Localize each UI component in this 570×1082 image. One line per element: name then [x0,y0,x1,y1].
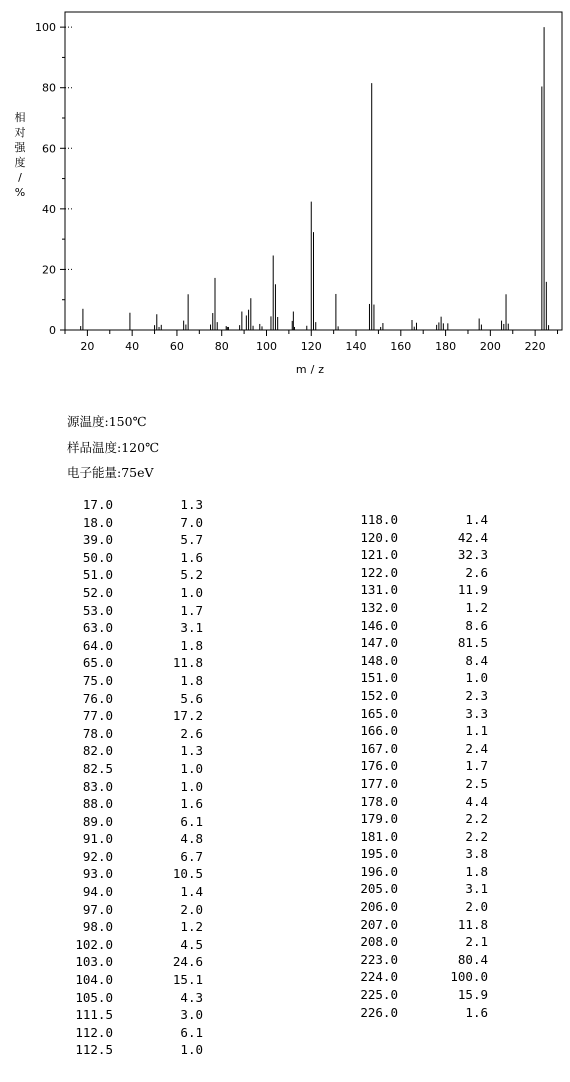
intensity-value: 1.1 [465,723,488,739]
intensity-value: 2.6 [465,564,488,580]
intensity-value: 1.8 [180,672,203,688]
mz-value: 63.0 [82,620,113,636]
mz-value: 176.0 [360,758,398,774]
intensity-value: 17.2 [172,708,203,724]
peak-table-row [68,883,203,901]
intensity-value: 81.5 [457,635,488,651]
peak-table-row [353,669,488,687]
peak-table-row [353,828,488,846]
y-axis-label-char: 度 [14,156,26,169]
peak-table-row [68,1041,203,1059]
y-tick-label: 80 [42,81,56,95]
peak-table-row [353,564,488,582]
peak-table-row [68,496,203,514]
intensity-value: 1.0 [180,760,203,776]
peak-table-row [353,775,488,793]
intensity-value: 1.7 [465,758,488,774]
mz-value: 97.0 [82,901,113,917]
peak-table-row [68,584,203,602]
peak-table-row [68,813,203,831]
peak-table-row [353,1004,488,1022]
intensity-value: 1.8 [465,863,488,879]
x-tick-label: 80 [214,340,229,353]
mz-value: 118.0 [360,512,398,527]
intensity-value: 15.9 [457,987,488,1003]
y-tick-label: 60 [42,142,56,156]
intensity-value: 2.2 [465,828,488,844]
y-axis-label-char: 对 [14,126,26,139]
mz-value: 147.0 [360,635,398,651]
intensity-value: 4.5 [180,936,203,952]
mz-value: 120.0 [360,529,398,545]
mz-value: 103.0 [75,954,113,970]
y-axis-label [15,110,27,199]
peak-table-row [353,986,488,1004]
peak-table-row [68,672,203,690]
mz-value: 88.0 [82,796,113,812]
x-tick-label: 40 [125,340,140,353]
intensity-value: 2.0 [465,899,488,915]
mz-value: 105.0 [75,989,113,1005]
intensity-value: 1.8 [180,637,203,653]
peak-table-row [353,793,488,811]
mz-value: 17.0 [82,497,113,512]
mz-value: 166.0 [360,723,398,739]
intensity-value: 6.1 [180,813,203,829]
mz-value: 146.0 [360,617,398,633]
mz-value: 53.0 [82,602,113,618]
mz-value: 195.0 [360,846,398,862]
mz-value: 64.0 [82,637,113,653]
x-tick-label: 100 [255,340,277,353]
peak-table-row [68,865,203,883]
mz-value: 181.0 [360,828,398,844]
peak-table-row [68,514,203,532]
peak-table-row [68,531,203,549]
y-axis-label-char: / [18,171,22,184]
intensity-value: 100.0 [450,969,488,985]
mz-value: 223.0 [360,951,398,967]
peak-table-row [353,546,488,564]
y-axis-label-char: 强 [14,141,26,154]
peak-table-row [68,619,203,637]
mz-value: 225.0 [360,987,398,1003]
mz-value: 151.0 [360,670,398,686]
mz-value: 75.0 [82,672,113,688]
mz-value: 104.0 [75,972,113,988]
peak-table-row [353,617,488,635]
y-tick-label: 40 [42,202,56,216]
intensity-value: 1.0 [465,670,488,686]
sample-temperature: 样品温度:120℃ [67,440,160,455]
intensity-value: 11.9 [457,582,488,598]
intensity-value: 1.3 [180,743,203,759]
intensity-value: 2.2 [465,811,488,827]
peak-table-row [68,742,203,760]
x-tick-label: 220 [524,340,546,353]
mz-value: 89.0 [82,813,113,829]
intensity-value: 4.8 [180,831,203,847]
mz-value: 112.0 [75,1024,113,1040]
mz-value: 131.0 [360,582,398,598]
intensity-value: 42.4 [457,529,488,545]
intensity-value: 80.4 [457,951,488,967]
x-axis-label: m/z [295,363,329,376]
intensity-value: 6.1 [180,1024,203,1040]
peak-table-row [353,845,488,863]
mz-value: 178.0 [360,793,398,809]
x-tick-label: 180 [435,340,457,353]
peak-table-row [68,795,203,813]
mz-value: 39.0 [82,532,113,548]
mz-value: 50.0 [82,549,113,565]
peak-table-row [68,549,203,567]
peak-table-row [353,705,488,723]
peak-table-row [68,654,203,672]
peak-table-row [353,740,488,758]
peak-table-row [353,933,488,951]
intensity-value: 1.2 [465,599,488,615]
peak-table-row [353,634,488,652]
mz-value: 224.0 [360,969,398,985]
mz-value: 51.0 [82,567,113,583]
mz-value: 93.0 [82,866,113,882]
peak-table-row [353,863,488,881]
peak-table-row [68,725,203,743]
y-tick-label: 0 [49,324,56,337]
peak-table-row [68,778,203,796]
mz-value: 132.0 [360,599,398,615]
mz-value: 78.0 [82,725,113,741]
peak-table-row [353,599,488,617]
mz-value: 206.0 [360,899,398,915]
peak-table-row [68,566,203,584]
y-tick-label: 20 [42,263,56,277]
peak-table-row [353,687,488,705]
peak-table-row [353,581,488,599]
peak-table-row [353,652,488,670]
peak-table-row [353,898,488,916]
peak-table-row [353,810,488,828]
mz-value: 83.0 [82,778,113,794]
intensity-value: 3.0 [180,1007,203,1023]
mz-value: 52.0 [82,584,113,600]
intensity-value: 1.4 [180,884,203,900]
mz-value: 167.0 [360,740,398,756]
intensity-value: 3.1 [180,620,203,636]
x-tick-label: 160 [390,340,412,353]
mz-value: 82.0 [82,743,113,759]
mz-value: 112.5 [75,1042,113,1058]
intensity-value: 1.7 [180,602,203,618]
peak-table-row [353,916,488,934]
mz-value: 148.0 [360,652,398,668]
mz-value: 207.0 [360,916,398,932]
mz-value: 76.0 [82,690,113,706]
intensity-value: 11.8 [172,655,203,671]
peak-table-row [353,880,488,898]
intensity-value: 2.5 [465,775,488,791]
intensity-value: 5.7 [180,532,203,548]
intensity-value: 8.4 [465,652,488,668]
peak-table-row [353,951,488,969]
peak-table-right [353,511,488,1021]
intensity-value: 1.3 [180,497,203,512]
x-tick-label: 20 [80,340,95,353]
peak-table-row [68,953,203,971]
intensity-value: 1.2 [180,919,203,935]
intensity-value: 2.1 [465,934,488,950]
intensity-value: 4.3 [180,989,203,1005]
intensity-value: 8.6 [465,617,488,633]
mz-value: 82.5 [82,760,113,776]
intensity-value: 11.8 [457,916,488,932]
peak-table-row [68,830,203,848]
intensity-value: 1.6 [180,549,203,565]
intensity-value: 1.0 [180,778,203,794]
y-tick-label: 100 [35,21,56,35]
peak-table-row [353,968,488,986]
peak-table-row [68,1006,203,1024]
intensity-value: 2.4 [465,740,488,756]
mz-value: 111.5 [75,1007,113,1023]
intensity-value: 2.6 [180,725,203,741]
mz-value: 18.0 [82,514,113,530]
peak-table-left [68,496,203,1059]
mz-value: 196.0 [360,863,398,879]
intensity-value: 15.1 [172,972,203,988]
y-axis-label-char: 相 [14,111,26,124]
peak-table-row [68,936,203,954]
mz-value: 165.0 [360,705,398,721]
mz-value: 77.0 [82,708,113,724]
mz-value: 121.0 [360,547,398,563]
intensity-value: 2.0 [180,901,203,917]
intensity-value: 1.6 [465,1004,488,1020]
source-temperature: 源温度:150℃ [67,414,147,429]
electron-energy: 电子能量:75eV [67,465,154,480]
intensity-value: 10.5 [172,866,203,882]
y-axis-label-char: % [14,186,26,199]
peak-table-row [68,971,203,989]
mz-value: 98.0 [82,919,113,935]
mz-value: 208.0 [360,934,398,950]
intensity-value: 3.1 [465,881,488,897]
peak-table-row [68,707,203,725]
peak-table-row [68,602,203,620]
mz-value: 65.0 [82,655,113,671]
x-tick-label: 140 [345,340,367,353]
peak-table-row [68,989,203,1007]
peak-table-row [353,757,488,775]
mz-value: 179.0 [360,811,398,827]
intensity-value: 1.0 [180,1042,203,1058]
mz-value: 91.0 [82,831,113,847]
peak-table-row [68,760,203,778]
x-tick-label: 60 [169,340,184,353]
intensity-value: 1.4 [465,512,488,527]
mz-value: 205.0 [360,881,398,897]
peak-table-row [68,1024,203,1042]
mz-value: 122.0 [360,564,398,580]
intensity-value: 2.3 [465,687,488,703]
peak-table-row [68,848,203,866]
peak-table-row [353,529,488,547]
peak-table-row [68,637,203,655]
x-tick-label: 200 [479,340,501,353]
intensity-value: 4.4 [465,793,488,809]
intensity-value: 7.0 [180,514,203,530]
mz-value: 152.0 [360,687,398,703]
intensity-value: 24.6 [172,954,203,970]
intensity-value: 3.3 [465,705,488,721]
peak-table-row [68,901,203,919]
intensity-value: 6.7 [180,848,203,864]
intensity-value: 3.8 [465,846,488,862]
mz-value: 226.0 [360,1004,398,1020]
x-tick-label: 120 [300,340,322,353]
peak-table-row [68,690,203,708]
mz-value: 102.0 [75,936,113,952]
mass-spectrum-chart [0,0,570,380]
peak-table-row [353,511,488,529]
intensity-value: 1.6 [180,796,203,812]
intensity-value: 1.0 [180,584,203,600]
peak-table-row [68,918,203,936]
mz-value: 92.0 [82,848,113,864]
intensity-value: 32.3 [457,547,488,563]
peak-table-row [353,722,488,740]
intensity-value: 5.6 [180,690,203,706]
intensity-value: 5.2 [180,567,203,583]
mz-value: 94.0 [82,884,113,900]
mz-value: 177.0 [360,775,398,791]
